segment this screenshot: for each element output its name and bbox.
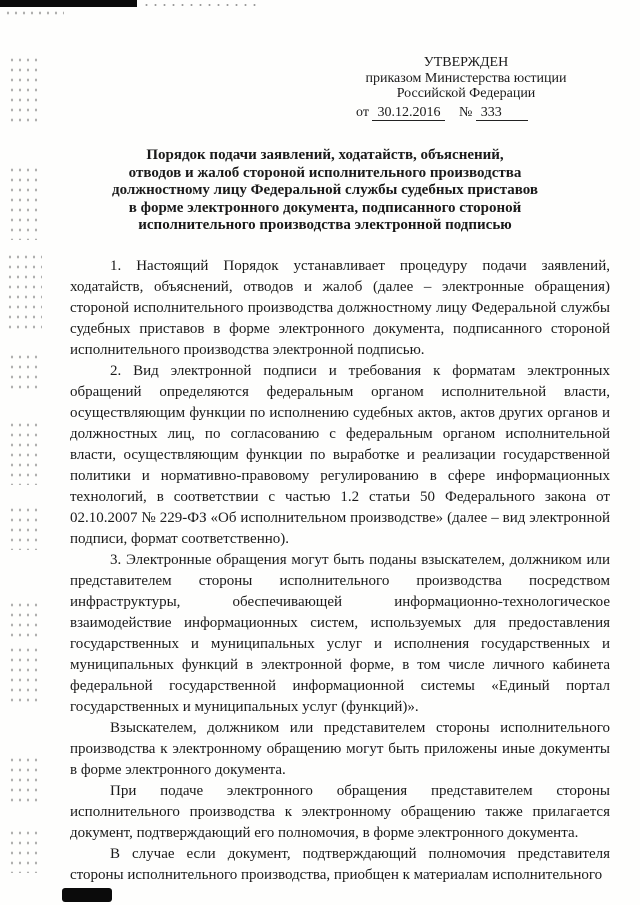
approval-number: 333: [476, 105, 528, 121]
number-sign: №: [458, 104, 473, 120]
paragraph: Взыскателем, должником или представителем стороны исполнительного производства к электронному обращению могут быть приложены иные документы в форме электронного документа.: [70, 720, 610, 778]
paragraph: 1. Настоящий Порядок устанавливает процедуру подачи заявлений, ходатайств, объяснений, отводов и жалоб (далее – электронные обращения) стороной исполнительного производства должностному лицу Федеральной службы судебных приставов в форме электронного документа, подписанного стороной исполнительного производства электронной подписью.: [70, 258, 610, 358]
scan-noise: [8, 352, 38, 392]
document-title: [70, 147, 580, 235]
scan-noise: [8, 55, 42, 125]
scan-noise: [6, 252, 42, 332]
approval-date: 30.12.2016: [372, 105, 445, 121]
scan-noise: [8, 828, 40, 873]
approval-block: [352, 55, 580, 120]
scan-noise: [4, 8, 64, 18]
document-body: [70, 256, 610, 886]
scan-noise: [8, 420, 42, 485]
paragraph: При подаче электронного обращения представителем стороны исполнительного производства к электронному обращению также прилагается документ, подтверждающий его полномочия, в форме электронного документа.: [70, 783, 610, 841]
scan-noise: [8, 645, 38, 705]
paragraph: 3. Электронные обращения могут быть поданы взыскателем, должником или представителем стороны исполнительного производства посредством инфраструктуры, обеспечивающей информационно-технологическое взаимодействие информационных систем, используемых для предоставления государственных и муниципальных услуг и исполнения государственных и муниципальных функций в электронной форме, в том числе личного кабинета федеральной государственной информационной системы «Единый портал государственных и муниципальных услуг (функций)».: [70, 552, 610, 715]
scan-artifact-top-bar: [0, 0, 137, 7]
title-line: Порядок подачи заявлений, ходатайств, объяснений,: [146, 147, 504, 163]
scan-noise: [142, 2, 260, 8]
scan-artifact-bottom-blob: [62, 888, 112, 902]
title-line: в форме электронного документа, подписанного стороной: [128, 199, 522, 216]
approval-line: УТВЕРЖДЕН: [423, 55, 509, 70]
scan-noise: [8, 755, 40, 805]
title-line: должностному лицу Федеральной службы судебных приставов: [111, 182, 538, 199]
title-line: отводов и жалоб стороной исполнительного производства: [128, 164, 522, 181]
scan-noise: [8, 165, 42, 240]
date-prefix: от: [356, 104, 369, 120]
scan-noise: [8, 600, 38, 640]
paragraph: 2. Вид электронной подписи и требования к форматам электронных обращений определяются федеральным органом исполнительной власти, осуществляющим функции по исполнению судебных актов, актов других органов и должностных лиц, по согласованию с федеральным органом исполнительной власти, осуществляющим функции по выработке и реализации государственной политики и нормативно-правовому регулированию в сфере информационных технологий, в соответствии с частью 1.2 статьи 50 Федерального закона от 02.10.2007 № 229-ФЗ «Об исполнительном производстве» (далее – вид электронной подписи, формат соответственно).: [70, 363, 610, 547]
approval-line: приказом Министерства юстиции: [365, 70, 567, 86]
title-line: исполнительного производства электронной подписью: [138, 217, 512, 234]
paragraph: В случае если документ, подтверждающий полномочия представителя стороны исполнительного производства, приобщен к материалам исполнительного: [70, 846, 610, 883]
approval-date-line: [352, 105, 580, 121]
approval-line: Российской Федерации: [396, 86, 536, 101]
scan-noise: [8, 505, 38, 550]
